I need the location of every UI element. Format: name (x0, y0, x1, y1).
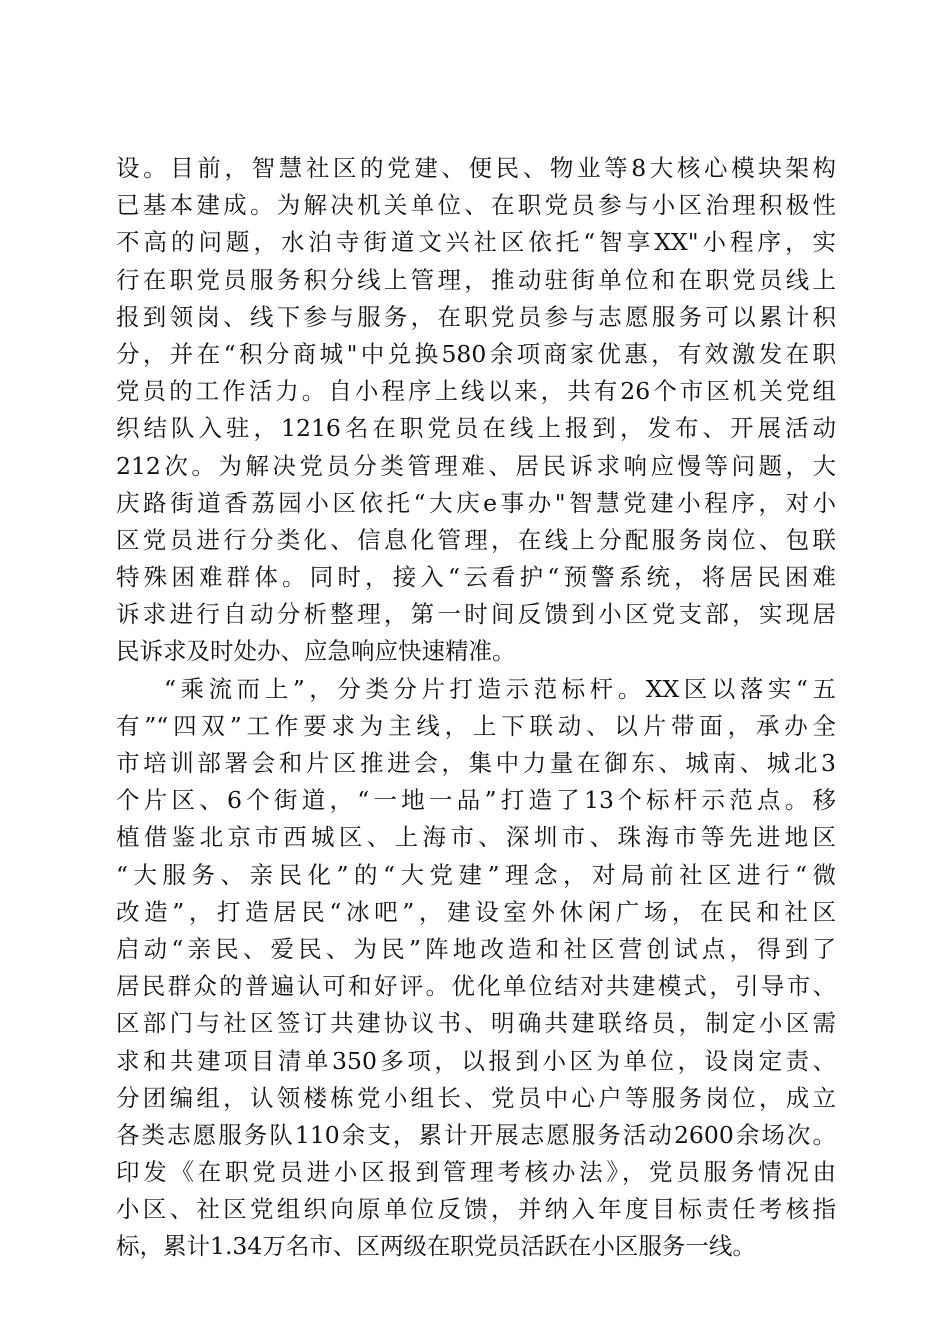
text-line: “大服务、亲民化”的“大党建”理念，对局前社区进行“微 (116, 860, 836, 889)
text-line: 启动“亲民、爱民、为民”阵地改造和社区营创试点，得到了 (116, 934, 836, 963)
text-line: 不高的问题，水泊寺街道文兴社区依托“智享XX"小程序，实 (116, 228, 836, 257)
text-line: 诉求进行自动分析整理，第一时间反馈到小区党支部，实现居 (116, 600, 836, 629)
text-line: 民诉求及时处办、应急响应快速精准。 (116, 637, 516, 666)
text-line: 报到领岗、线下参与服务，在职党员参与志愿服务可以累计积 (116, 302, 836, 331)
text-line: 设。目前，智慧社区的党建、便民、物业等8大核心模块架构 (116, 154, 836, 182)
text-line: 特殊困难群体。同时，接入“云看护“预警系统，将居民困难 (116, 563, 836, 592)
text-line: 分，并在“积分商城"中兑换580余项商家优惠，有效激发在职 (116, 339, 836, 368)
text-line: 求和共建项目清单350多项，以报到小区为单位，设岗定责、 (116, 1046, 836, 1075)
text-line: 标，累计1.34万名市、区两级在职党员活跃在小区服务一线。 (116, 1232, 756, 1261)
text-line: 各类志愿服务队110余支，累计开展志愿服务活动2600余场次。 (116, 1120, 836, 1149)
text-line: 改造”，打造居民“冰吧”，建设室外休闲广场，在民和社区 (116, 897, 836, 926)
text-line: 212次。为解决党员分类管理难、居民诉求响应慢等问题，大 (116, 451, 836, 480)
text-line: 市培训部署会和片区推进会，集中力量在御东、城南、城北3 (116, 749, 836, 777)
text-line: 织结队入驻，1216名在职党员在线上报到，发布、开展活动 (116, 414, 836, 443)
text-line: 党员的工作活力。自小程序上线以来，共有26个市区机关党组 (116, 377, 836, 406)
text-line: 印发《在职党员进小区报到管理考核办法》，党员服务情况由 (116, 1158, 836, 1187)
text-line: 居民群众的普遍认可和好评。优化单位结对共建模式，引导市、 (116, 972, 836, 1001)
text-line: 分团编组，认领楼栋党小组长、党员中心户等服务岗位，成立 (116, 1083, 836, 1112)
text-line: 植借鉴北京市西城区、上海市、深圳市、珠海市等先进地区 (116, 823, 836, 852)
text-line: 庆路街道香荔园小区依托“大庆e事办"智慧党建小程序，对小 (116, 488, 836, 517)
text-line: 小区、社区党组织向原单位反馈，并纳入年度目标责任考核指 (116, 1195, 836, 1224)
text-line: 区党员进行分类化、信息化管理，在线上分配服务岗位、包联 (116, 525, 836, 554)
body-text (116, 150, 836, 1266)
text-line: 个片区、6个街道，“一地一品”打造了13个标杆示范点。移 (116, 786, 836, 815)
text-line: 已基本建成。为解决机关单位、在职党员参与小区治理积极性 (116, 191, 836, 220)
text-line: 区部门与社区签订共建协议书、明确共建联络员，制定小区需 (116, 1009, 836, 1038)
text-line: 有”“四双”工作要求为主线，上下联动、以片带面，承办全 (116, 711, 836, 740)
paragraph-start-line: “乘流而上”，分类分片打造示范标杆。XX区以落实“五 (164, 674, 836, 703)
text-line: 行在职党员服务积分线上管理，推动驻街单位和在职党员线上 (116, 265, 836, 294)
